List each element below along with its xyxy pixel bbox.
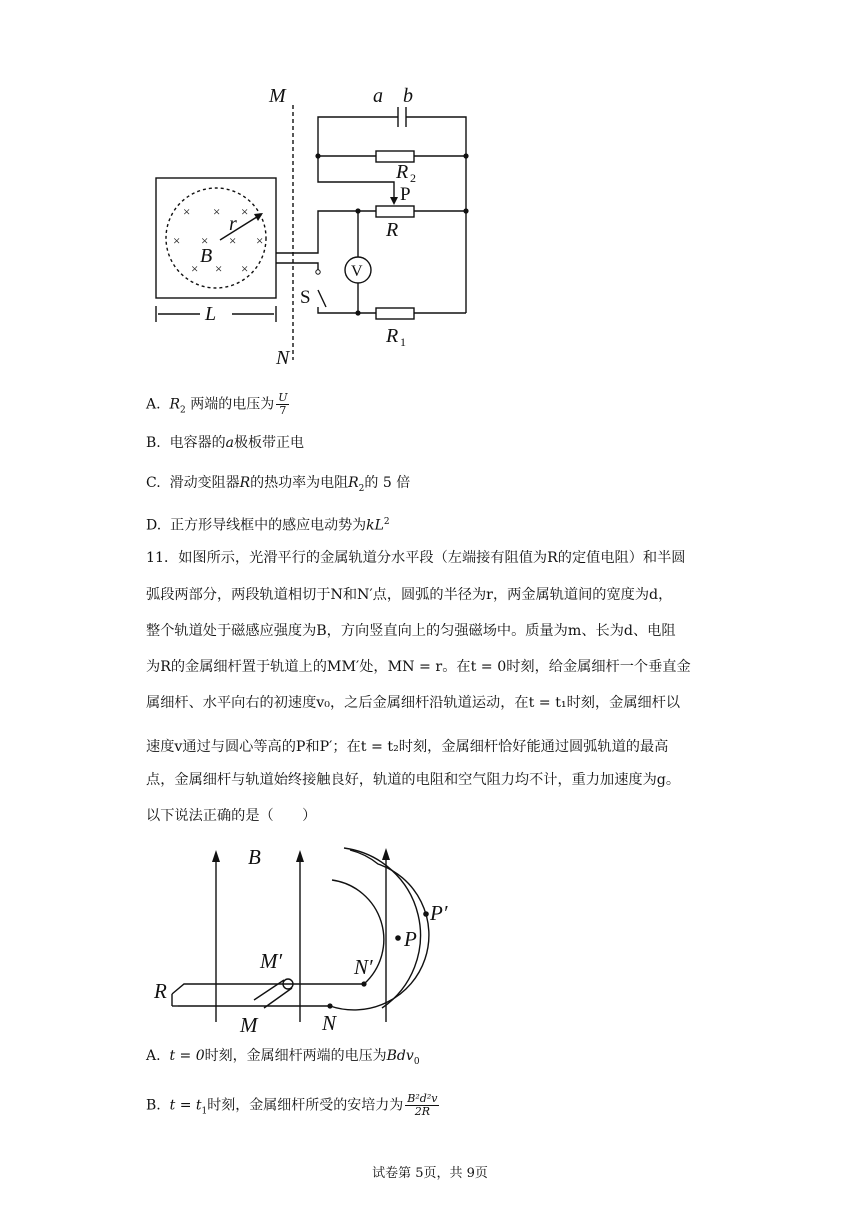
label-P: P — [400, 184, 411, 205]
question-11-line: 11．如图所示，光滑平行的金属轨道分水平段（左端接有阻值为R的定值电阻）和半圆 — [146, 550, 686, 566]
svg-text:×: × — [229, 233, 237, 248]
label-B: B — [248, 845, 261, 869]
fraction: $\frac{U}{7}$ — [278, 391, 288, 417]
svg-text:×: × — [215, 261, 223, 276]
question-11-line: 为R的金属细杆置于轨道上的MM′处，MN = r。在t = 0时刻，给金属细杆一个垂直金 — [146, 659, 691, 675]
label-R2: R — [396, 161, 409, 183]
label-R1: R — [386, 325, 399, 347]
label-N: N — [276, 347, 290, 369]
label-V: V — [351, 263, 363, 280]
question-11-line: 整个轨道处于磁感应强度为B，方向竖直向上的匀强磁场中。质量为m、长为d、电阻 — [146, 623, 676, 639]
label-M: M — [240, 1013, 258, 1037]
option-q10-c[interactable]: C. 滑动变阻器R的热功率为电阻$R_2$的 5 倍 — [146, 475, 411, 494]
label-P-prime: P′ — [430, 901, 448, 925]
svg-text:×: × — [201, 233, 209, 248]
page-footer: 试卷第 5页，共 9页 — [372, 1166, 488, 1181]
label-S: S — [300, 287, 311, 308]
question-11-line: 属细杆、水平向右的初速度v₀，之后金属细杆沿轨道运动，在t = t₁时刻，金属细杆以 — [146, 695, 681, 711]
option-q10-b[interactable]: B. 电容器的a极板带正电 — [146, 435, 305, 451]
svg-text:×: × — [213, 204, 221, 219]
label-R2-sub: 2 — [410, 171, 416, 185]
label-R: R — [386, 219, 399, 241]
svg-text:×: × — [183, 204, 191, 219]
label-b: b — [403, 85, 413, 107]
label-B: B — [200, 245, 213, 267]
magnetic-field-crosses — [173, 204, 263, 276]
label-P: P — [404, 927, 417, 951]
question-11-line: 以下说法正确的是（ ） — [146, 808, 317, 824]
question-11-line: 弧段两部分，两段轨道相切于N和N′点，圆弧的半径为r，两金属轨道间的宽度为d， — [146, 587, 673, 603]
rail-figure — [150, 840, 470, 1040]
svg-text:×: × — [256, 233, 264, 248]
circuit-figure — [140, 80, 480, 370]
label-r: r — [229, 213, 237, 235]
svg-text:×: × — [241, 261, 249, 276]
option-q11-a[interactable]: A. t = 0时刻，金属细杆两端的电压为Bdv$_0$ — [146, 1048, 420, 1067]
fraction: $\frac{\text{B²d²v}}{2R}$ — [407, 1092, 438, 1118]
label-N: N — [322, 1011, 337, 1035]
svg-text:×: × — [241, 204, 249, 219]
question-11-line: 点，金属细杆与轨道始终接触良好，轨道的电阻和空气阻力均不计，重力加速度为g。 — [146, 772, 681, 788]
label-M: M — [269, 85, 286, 107]
label-R1-sub: 1 — [400, 335, 406, 349]
option-q10-d[interactable]: D. 正方形导线框中的感应电动势为$kL^2$ — [146, 517, 390, 534]
svg-text:×: × — [191, 261, 199, 276]
label-R: R — [154, 979, 167, 1003]
option-q11-b[interactable]: B. $t = t_1$时刻，金属细杆所受的安培力为 $\frac{\text{B²d²v}}{2R}$ — [146, 1092, 438, 1118]
label-L: L — [205, 303, 217, 325]
label-a: a — [373, 85, 383, 107]
option-q10-a[interactable]: A. $R_2$ 两端的电压为 $\frac{U}{7}$ — [146, 391, 288, 417]
svg-text:×: × — [173, 233, 181, 248]
label-N-prime: N′ — [354, 955, 373, 979]
label-M-prime: M′ — [260, 949, 283, 973]
question-11-line: 速度v通过与圆心等高的P和P′；在t = t₂时刻，金属细杆恰好能通过圆弧轨道的最高 — [146, 739, 669, 755]
